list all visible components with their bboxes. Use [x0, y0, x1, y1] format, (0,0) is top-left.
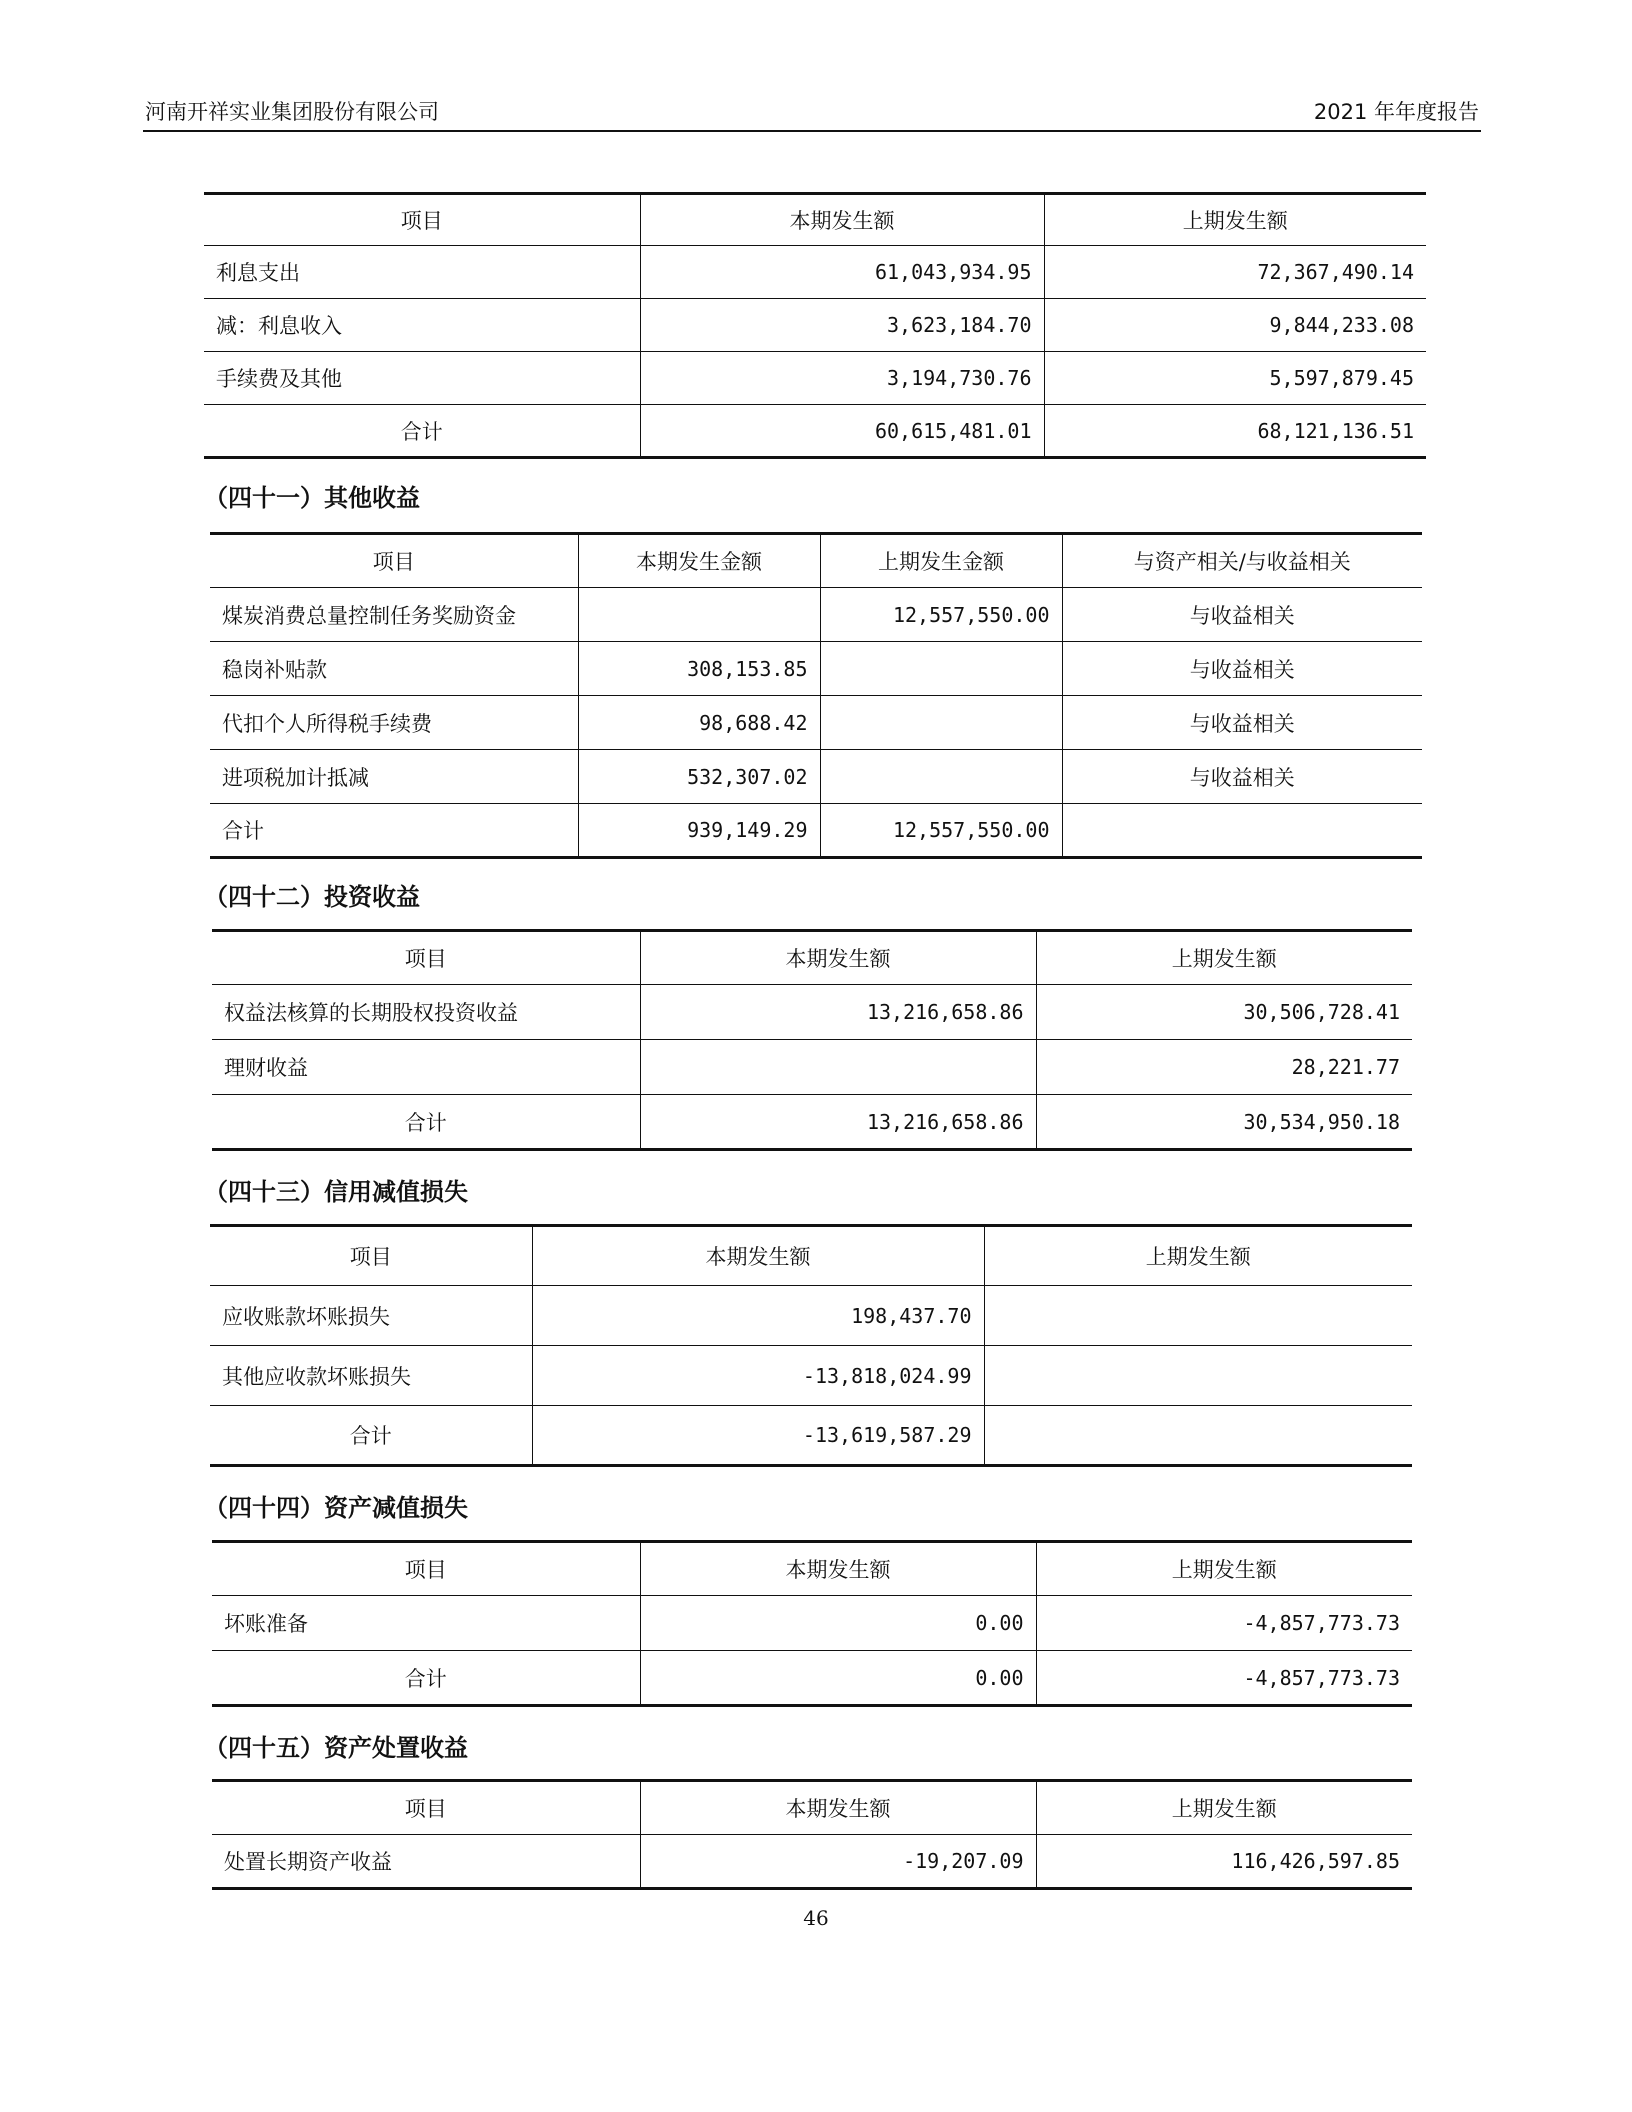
- section-title-credit-impairment: （四十三）信用减值损失: [204, 1178, 468, 1206]
- table-row: [204, 299, 1426, 352]
- header-cell: 本期发生额: [640, 1781, 1036, 1835]
- report-title: 2021 年年度报告: [1313, 100, 1479, 124]
- header-cell: 上期发生额: [1036, 1542, 1412, 1596]
- table-header-row: [212, 1542, 1412, 1596]
- section-title-asset-disposal: （四十五）资产处置收益: [204, 1734, 468, 1762]
- item-cell: 坏账准备: [212, 1596, 640, 1651]
- table-row: [210, 1286, 1412, 1346]
- section-title-investment-income: （四十二）投资收益: [204, 883, 420, 911]
- table-row: [210, 642, 1422, 696]
- header-cell: 上期发生金额: [820, 534, 1062, 588]
- prior-amount-cell: [984, 1286, 1412, 1346]
- item-cell: 稳岗补贴款: [210, 642, 578, 696]
- credit-impairment-table: [210, 1224, 1412, 1467]
- header-cell: 项目: [404, 1797, 447, 1821]
- item-cell: 合计: [212, 1651, 640, 1706]
- header-cell: 本期发生额: [640, 931, 1036, 985]
- prior-amount-cell: 5,597,879.45: [1044, 352, 1426, 405]
- current-amount-cell: 532,307.02: [578, 750, 820, 804]
- page-header: [143, 92, 1481, 132]
- item-cell: 合计: [212, 1095, 640, 1150]
- prior-amount-cell: -4,857,773.73: [1036, 1651, 1412, 1706]
- current-amount-cell: 308,153.85: [578, 642, 820, 696]
- item-cell: 利息支出: [204, 246, 640, 299]
- header-cell: 本期发生额: [640, 194, 1044, 246]
- table-header-row: [204, 194, 1426, 246]
- current-amount-cell: 98,688.42: [578, 696, 820, 750]
- header-cell: 本期发生额: [640, 1542, 1036, 1596]
- investment-income-table: [212, 929, 1412, 1151]
- prior-amount-cell: 28,221.77: [1036, 1040, 1412, 1095]
- item-cell: 权益法核算的长期股权投资收益: [212, 985, 640, 1040]
- total-row: [204, 405, 1426, 458]
- table-header-row: [210, 1226, 1412, 1286]
- header-cell: 项目: [400, 209, 443, 233]
- header-cell: 上期发生额: [1036, 1781, 1412, 1835]
- current-amount-cell: 0.00: [640, 1596, 1036, 1651]
- prior-amount-cell: 9,844,233.08: [1044, 299, 1426, 352]
- current-amount-cell: 60,615,481.01: [640, 405, 1044, 458]
- prior-amount-cell: 30,534,950.18: [1036, 1095, 1412, 1150]
- current-amount-cell: -13,818,024.99: [532, 1346, 984, 1406]
- item-cell: 减：利息收入: [204, 299, 640, 352]
- header-cell: 本期发生金额: [578, 534, 820, 588]
- page-number: 46: [803, 1906, 829, 1930]
- header-cell: 与资产相关/与收益相关: [1062, 534, 1422, 588]
- current-amount-cell: [578, 588, 820, 642]
- prior-amount-cell: [820, 696, 1062, 750]
- header-cell: 项目: [404, 947, 447, 971]
- current-amount-cell: 0.00: [640, 1651, 1036, 1706]
- table-row: [210, 750, 1422, 804]
- item-cell: 理财收益: [212, 1040, 640, 1095]
- header-cell: 项目: [404, 1558, 447, 1582]
- current-amount-cell: 13,216,658.86: [640, 1095, 1036, 1150]
- relation-cell: [1062, 804, 1422, 858]
- table-row: [204, 246, 1426, 299]
- finance-cost-table: [204, 192, 1426, 459]
- current-amount-cell: 13,216,658.86: [640, 985, 1036, 1040]
- table-row: [212, 1040, 1412, 1095]
- header-cell: 项目: [349, 1245, 392, 1269]
- table-header-row: [212, 1781, 1412, 1835]
- section-title-asset-impairment: （四十四）资产减值损失: [204, 1494, 468, 1522]
- company-name: 河南开祥实业集团股份有限公司: [145, 100, 439, 124]
- total-row: [212, 1651, 1412, 1706]
- prior-amount-cell: -4,857,773.73: [1036, 1596, 1412, 1651]
- total-row: [210, 1406, 1412, 1466]
- current-amount-cell: 61,043,934.95: [640, 246, 1044, 299]
- relation-cell: 与收益相关: [1062, 588, 1422, 642]
- current-amount-cell: 198,437.70: [532, 1286, 984, 1346]
- item-cell: 合计: [210, 1406, 532, 1466]
- table-row: [210, 1346, 1412, 1406]
- prior-amount-cell: 30,506,728.41: [1036, 985, 1412, 1040]
- header-cell: 上期发生额: [1036, 931, 1412, 985]
- item-cell: 煤炭消费总量控制任务奖励资金: [210, 588, 578, 642]
- prior-amount-cell: 68,121,136.51: [1044, 405, 1426, 458]
- table-header-row: [212, 931, 1412, 985]
- asset-disposal-table: [212, 1779, 1412, 1890]
- item-cell: 合计: [210, 804, 578, 858]
- table-row: [212, 1835, 1412, 1889]
- relation-cell: 与收益相关: [1062, 696, 1422, 750]
- relation-cell: 与收益相关: [1062, 642, 1422, 696]
- header-cell: 本期发生额: [532, 1226, 984, 1286]
- total-row: [210, 804, 1422, 858]
- total-row: [212, 1095, 1412, 1150]
- prior-amount-cell: 116,426,597.85: [1036, 1835, 1412, 1889]
- item-cell: 处置长期资产收益: [212, 1835, 640, 1889]
- item-cell: 合计: [204, 405, 640, 458]
- prior-amount-cell: 12,557,550.00: [820, 588, 1062, 642]
- prior-amount-cell: 12,557,550.00: [820, 804, 1062, 858]
- asset-impairment-table: [212, 1540, 1412, 1707]
- table-row: [210, 696, 1422, 750]
- table-row: [212, 985, 1412, 1040]
- current-amount-cell: 939,149.29: [578, 804, 820, 858]
- current-amount-cell: 3,194,730.76: [640, 352, 1044, 405]
- prior-amount-cell: [820, 642, 1062, 696]
- current-amount-cell: [640, 1040, 1036, 1095]
- item-cell: 代扣个人所得税手续费: [210, 696, 578, 750]
- prior-amount-cell: [984, 1406, 1412, 1466]
- relation-cell: 与收益相关: [1062, 750, 1422, 804]
- prior-amount-cell: 72,367,490.14: [1044, 246, 1426, 299]
- section-title-other-income: （四十一）其他收益: [204, 484, 420, 512]
- table-row: [204, 352, 1426, 405]
- item-cell: 其他应收款坏账损失: [210, 1346, 532, 1406]
- table-header-row: [210, 534, 1422, 588]
- other-income-table: [210, 532, 1422, 859]
- item-cell: 应收账款坏账损失: [210, 1286, 532, 1346]
- header-cell: 项目: [372, 550, 415, 574]
- current-amount-cell: -19,207.09: [640, 1835, 1036, 1889]
- item-cell: 进项税加计抵减: [210, 750, 578, 804]
- current-amount-cell: 3,623,184.70: [640, 299, 1044, 352]
- header-cell: 上期发生额: [984, 1226, 1412, 1286]
- item-cell: 手续费及其他: [204, 352, 640, 405]
- table-row: [212, 1596, 1412, 1651]
- prior-amount-cell: [820, 750, 1062, 804]
- current-amount-cell: -13,619,587.29: [532, 1406, 984, 1466]
- table-row: [210, 588, 1422, 642]
- header-cell: 上期发生额: [1044, 194, 1426, 246]
- prior-amount-cell: [984, 1346, 1412, 1406]
